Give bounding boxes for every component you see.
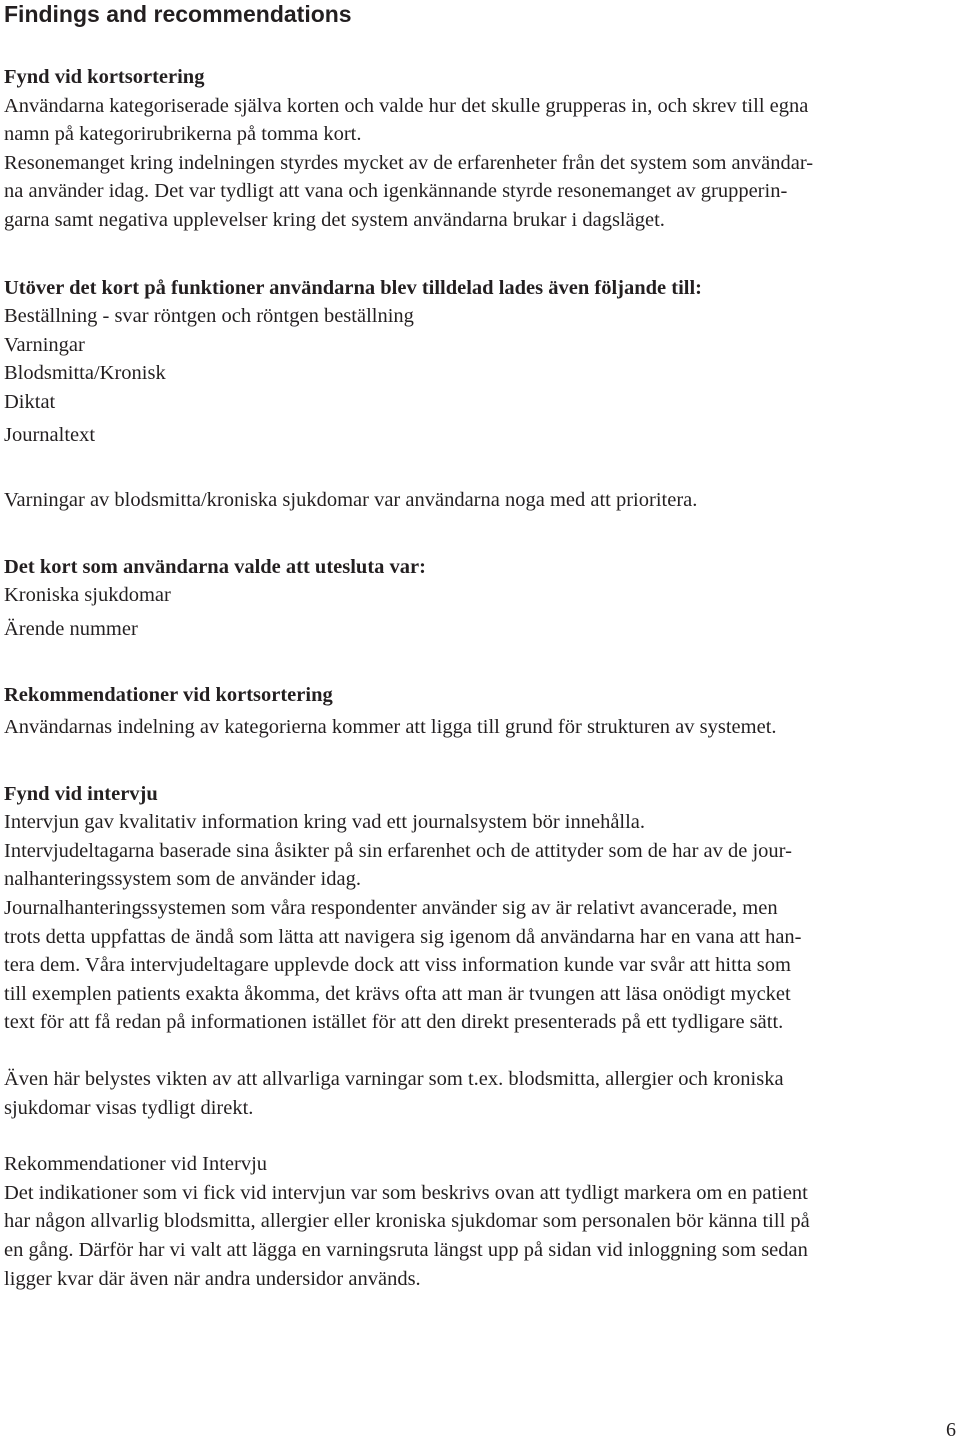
list-item: Diktat	[4, 390, 56, 413]
spacer	[4, 449, 956, 486]
section-heading-interview-recommendations: Rekommendationer vid Intervju	[4, 1153, 268, 1176]
list-item: Beställning - svar röntgen och röntgen beställning	[4, 305, 414, 328]
spacer	[4, 28, 956, 63]
spacer	[4, 742, 956, 780]
paragraph-line: Intervjun gav kvalitativ information kring vad ett journalsystem bör innehålla.	[4, 811, 646, 834]
paragraph-line: tera dem. Våra intervjudeltagare upplevde dock att viss information kunde var svår att hitta som	[4, 954, 791, 977]
paragraph-line: nalhanteringssystem som de använder idag.	[4, 868, 361, 891]
spacer	[4, 515, 956, 553]
section-heading-card-sorting: Fynd vid kortsortering	[4, 66, 205, 88]
paragraph-line: till exemplen patients exakta åkomma, det krävs ofta att man är tvungen att läsa onödigt mycket	[4, 982, 791, 1005]
section-heading-extra-cards: Utöver det kort på funktioner användarna blev tilldelad lades även följande till:	[4, 276, 702, 299]
paragraph-line: sjukdomar visas tydligt direkt.	[4, 1096, 254, 1119]
list-item: Kroniska sjukdomar	[4, 584, 171, 607]
paragraph-line: ligger kvar där även när andra undersidor används.	[4, 1267, 421, 1290]
section-heading-card-sorting-recommendations: Rekommendationer vid kortsortering	[4, 683, 333, 706]
paragraph-line: Varningar av blodsmitta/kroniska sjukdomar var användarna noga med att prioritera.	[4, 489, 698, 512]
spacer	[4, 1122, 956, 1150]
paragraph-line: namn på kategorirubrikerna på tomma kort.	[4, 123, 362, 146]
paragraph-line: Resonemanget kring indelningen styrdes mycket av de erfarenheter från det system som användar-	[4, 151, 814, 174]
spacer	[4, 235, 956, 274]
list-item: Journaltext	[4, 423, 96, 446]
paragraph-line: Journalhanteringssystemen som våra respondenter använder sig av är relativt avancerade, men	[4, 897, 778, 920]
spacer	[4, 644, 956, 681]
paragraph-line: Intervjudeltagarna baserade sina åsikter på sin erfarenhet och de attityder som de har av de jour-	[4, 839, 792, 862]
paragraph-line: garna samt negativa upplevelser kring det system användarna brukar i dagsläget.	[4, 208, 665, 231]
paragraph-line: Användarnas indelning av kategorierna kommer att ligga till grund för strukturen av systemet.	[4, 716, 777, 739]
list-item: Varningar	[4, 333, 85, 356]
list-item: Ärende nummer	[4, 617, 138, 640]
page-title: Findings and recommendations	[4, 1, 352, 27]
paragraph-line: Det indikationer som vi fick vid intervjun var som beskrivs ovan att tydligt markera om en patient	[4, 1181, 808, 1204]
section-heading-excluded-cards: Det kort som användarna valde att utesluta var:	[4, 555, 426, 578]
spacer	[4, 1037, 956, 1065]
section-heading-interview-findings: Fynd vid intervju	[4, 782, 158, 805]
paragraph-line: text för att få redan på informationen istället för att den direkt presenterads på ett tydligare sätt.	[4, 1011, 784, 1034]
paragraph-line: trots detta uppfattas de ändå som lätta att navigera sig igenom då användarna har en vana att han-	[4, 925, 802, 948]
paragraph-line: en gång. Därför har vi valt att lägga en varningsruta längst upp på sidan vid inloggning som sedan	[4, 1239, 808, 1261]
paragraph-line: Användarna kategoriserade själva korten och valde hur det skulle grupperas in, och skrev till egna	[4, 94, 809, 117]
document-page	[4, 0, 956, 1293]
paragraph-line: na använder idag. Det var tydligt att vana och igenkännande styrde resonemanget av grupperin-	[4, 180, 788, 203]
page-number: 6	[946, 1419, 956, 1441]
list-item: Blodsmitta/Kronisk	[4, 362, 166, 385]
paragraph-line: har någon allvarlig blodsmitta, allergier eller kroniska sjukdomar som personalen bör känna till på	[4, 1210, 810, 1233]
paragraph-line: Även här belystes vikten av att allvarliga varningar som t.ex. blodsmitta, allergier och kroniska	[4, 1068, 784, 1091]
